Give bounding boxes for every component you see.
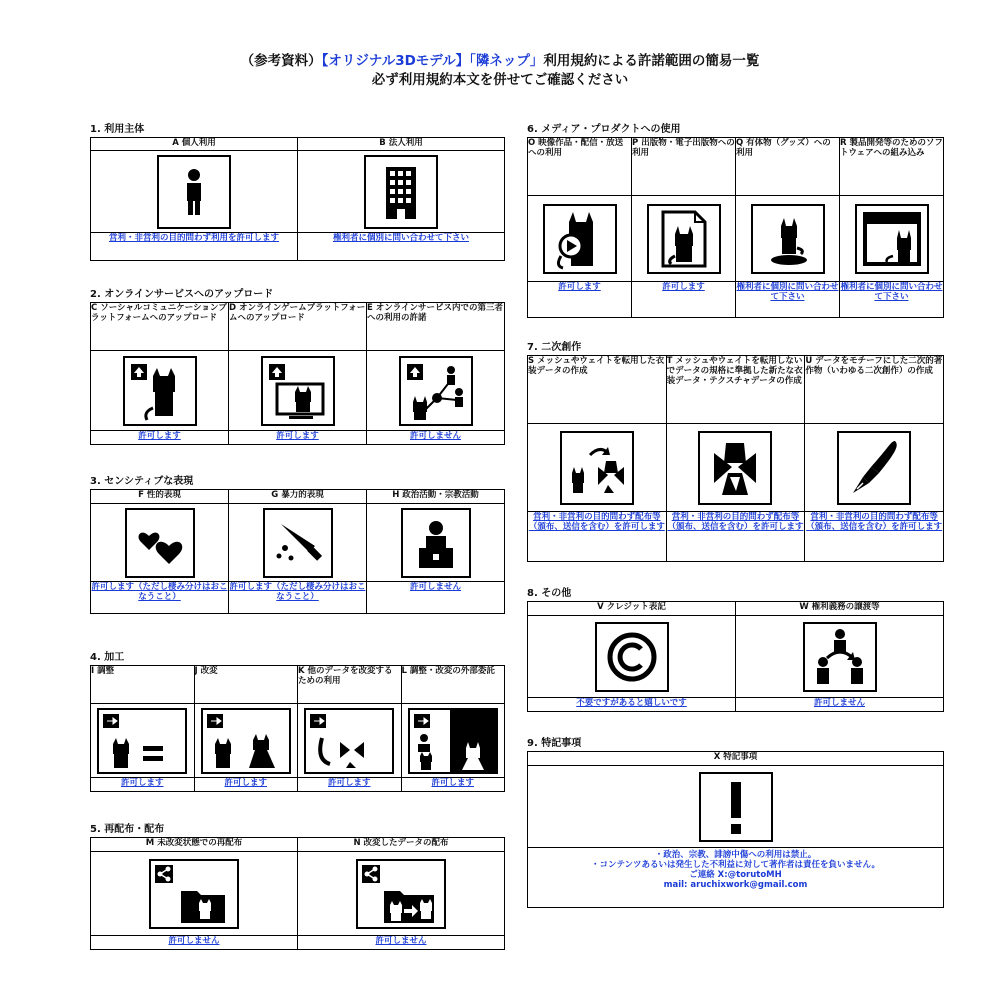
section-heading: 7. 二次創作: [527, 342, 582, 353]
section-table: [527, 601, 944, 712]
contact-x: ご連絡 X:@torutoMH: [689, 870, 782, 880]
col-header: K 他のデータを改変するための利用: [298, 666, 402, 704]
col-footer: 許可します: [528, 282, 632, 318]
col-footer: 許可します: [194, 778, 298, 792]
col-header: P 出版物・電子出版物への利用: [632, 138, 736, 196]
title-suffix: 利用規約による許諾範囲の簡易一覧: [543, 53, 760, 69]
col-footer: 許可します: [229, 431, 367, 445]
col-footer: 営利・非営利の目的問わず配布等（頒布、送信を含む）を許可します: [805, 512, 944, 562]
note-line: ・コンテンツあるいは発生した不利益に対して著作者は責任を負いません。: [590, 860, 881, 870]
col-footer: 許可しません: [367, 431, 505, 445]
col-footer: 権利者に個別に問い合わせて下さい: [840, 282, 944, 318]
hearts-icon: [125, 508, 195, 578]
section-heading: 9. 特記事項: [527, 738, 582, 749]
section-table: [90, 489, 505, 614]
section-processing: [90, 651, 505, 792]
section-usage-subject: [90, 123, 505, 261]
figure-icon: [751, 204, 825, 274]
col-header: V クレジット表記: [528, 602, 736, 616]
section-media-products: [527, 123, 944, 318]
section-table: [90, 137, 505, 261]
section-special-notes: [527, 737, 944, 908]
video-cat-icon: [543, 204, 617, 274]
col-footer: 許可しません: [367, 582, 505, 614]
col-header: W 権利義務の譲渡等: [736, 602, 944, 616]
adjust-icon: [97, 708, 187, 774]
col-header: S メッシュやウェイトを転用した衣装データの作成: [528, 356, 667, 424]
section-table: [527, 751, 944, 908]
share-modified-icon: [356, 859, 446, 929]
col-footer: 許可します: [91, 431, 229, 445]
title-model-name: 【オリジナル3Dモデル】「隣ネップ」: [321, 53, 544, 69]
building-icon: [364, 155, 438, 229]
col-footer: 許可します: [632, 282, 736, 318]
other-data-icon: [304, 708, 394, 774]
section-others: [527, 587, 944, 712]
section-table: [527, 137, 944, 318]
col-header: H 政治活動・宗教活動: [367, 490, 505, 504]
knife-icon: [263, 508, 333, 578]
col-header: O 映像作品・配信・放送への利用: [528, 138, 632, 196]
page-title: [0, 52, 1000, 90]
col-header: M 未改変状態での再配布: [91, 838, 298, 852]
col-footer: 営利・非営利の目的問わず配布等（頒布、送信を含む）を許可します: [666, 512, 805, 562]
col-footer: 許可しません: [298, 936, 505, 950]
upload-share-icon: [399, 356, 473, 426]
section-heading: 5. 再配布・配布: [90, 824, 165, 835]
modify-icon: [201, 708, 291, 774]
section-redistribution: [90, 823, 505, 950]
col-header: U データをモチーフにした二次的著作物（いわゆる二次創作）の作成: [805, 356, 944, 424]
col-header: E オンラインサービス内での第三者への利用の許諾: [367, 303, 505, 351]
col-header: J 改変: [194, 666, 298, 704]
col-header: R 製品開発等のためのソフトウェアへの組み込み: [840, 138, 944, 196]
col-header: G 暴力的表現: [229, 490, 367, 504]
col-footer: 許可します: [401, 778, 505, 792]
col-header: T メッシュやウェイトを転用しないでデータの規格に準拠した新たな衣装データ・テクスチャデータの作成: [666, 356, 805, 424]
section-table: [90, 665, 505, 792]
col-footer: 許可します（ただし棲み分けはおこなうこと）: [91, 582, 229, 614]
transfer-icon: [803, 622, 877, 692]
col-footer: 営利・非営利の目的問わず利用を許可します: [91, 233, 298, 261]
col-header: F 性的表現: [91, 490, 229, 504]
col-footer: 許可します（ただし棲み分けはおこなうこと）: [229, 582, 367, 614]
col-header: N 改変したデータの配布: [298, 838, 505, 852]
section-table: [527, 355, 944, 562]
col-footer: 権利者に個別に問い合わせて下さい: [298, 233, 505, 261]
outsource-icon: [408, 708, 498, 774]
col-header: L 調整・改変の外部委託: [401, 666, 505, 704]
col-header: C ソーシャルコミュニケーションプラットフォームへのアップロード: [91, 303, 229, 351]
col-header: B 法人利用: [298, 138, 505, 151]
col-footer: 権利者に個別に問い合わせて下さい: [736, 282, 840, 318]
contact-mail: mail: aruchixwork@gmail.com: [663, 880, 808, 890]
section-table: [90, 302, 505, 445]
section-heading: 3. センシティブな表現: [90, 476, 194, 487]
col-header: D オンラインゲームプラットフォームへのアップロード: [229, 303, 367, 351]
col-footer: 許可します: [91, 778, 195, 792]
note-line: ・政治、宗教、誹謗中傷への利用は禁止。: [654, 850, 817, 860]
col-header: A 個人利用: [91, 138, 298, 151]
book-cat-icon: [647, 204, 721, 274]
copyright-icon: [595, 622, 669, 692]
section-heading: 1. 利用主体: [90, 124, 145, 135]
section-heading: 8. その他: [527, 588, 572, 599]
col-header: X 特記事項: [528, 752, 944, 766]
section-table: [90, 837, 505, 950]
person-icon: [157, 155, 231, 229]
software-icon: [855, 204, 929, 274]
section-heading: 6. メディア・プロダクトへの使用: [527, 124, 681, 135]
col-footer: 許可しません: [736, 698, 944, 712]
exclamation-icon: [699, 772, 773, 842]
outfit-icon: [698, 431, 772, 505]
upload-cat-icon: [123, 356, 197, 426]
section-heading: 2. オンラインサービスへのアップロード: [90, 289, 274, 300]
share-folder-icon: [149, 859, 239, 929]
section-sensitive: [90, 475, 505, 614]
upload-monitor-cat-icon: [261, 356, 335, 426]
col-footer: 許可します: [298, 778, 402, 792]
col-header: Q 有体物（グッズ）への利用: [736, 138, 840, 196]
section-heading: 4. 加工: [90, 652, 125, 663]
col-header: I 調整: [91, 666, 195, 704]
title-subtitle: 必ず利用規約本文を併せてご確認ください: [371, 72, 629, 88]
podium-icon: [401, 508, 471, 578]
title-prefix: （参考資料）: [240, 53, 322, 69]
section-online-upload: [90, 288, 505, 445]
pen-icon: [837, 431, 911, 505]
section-derivative-works: [527, 341, 944, 562]
col-footer: 許可しません: [91, 936, 298, 950]
col-footer: 営利・非営利の目的問わず配布等（頒布、送信を含む）を許可します: [528, 512, 667, 562]
col-footer: 不要ですがあると嬉しいです: [528, 698, 736, 712]
outfit-convert-icon: [560, 431, 634, 505]
